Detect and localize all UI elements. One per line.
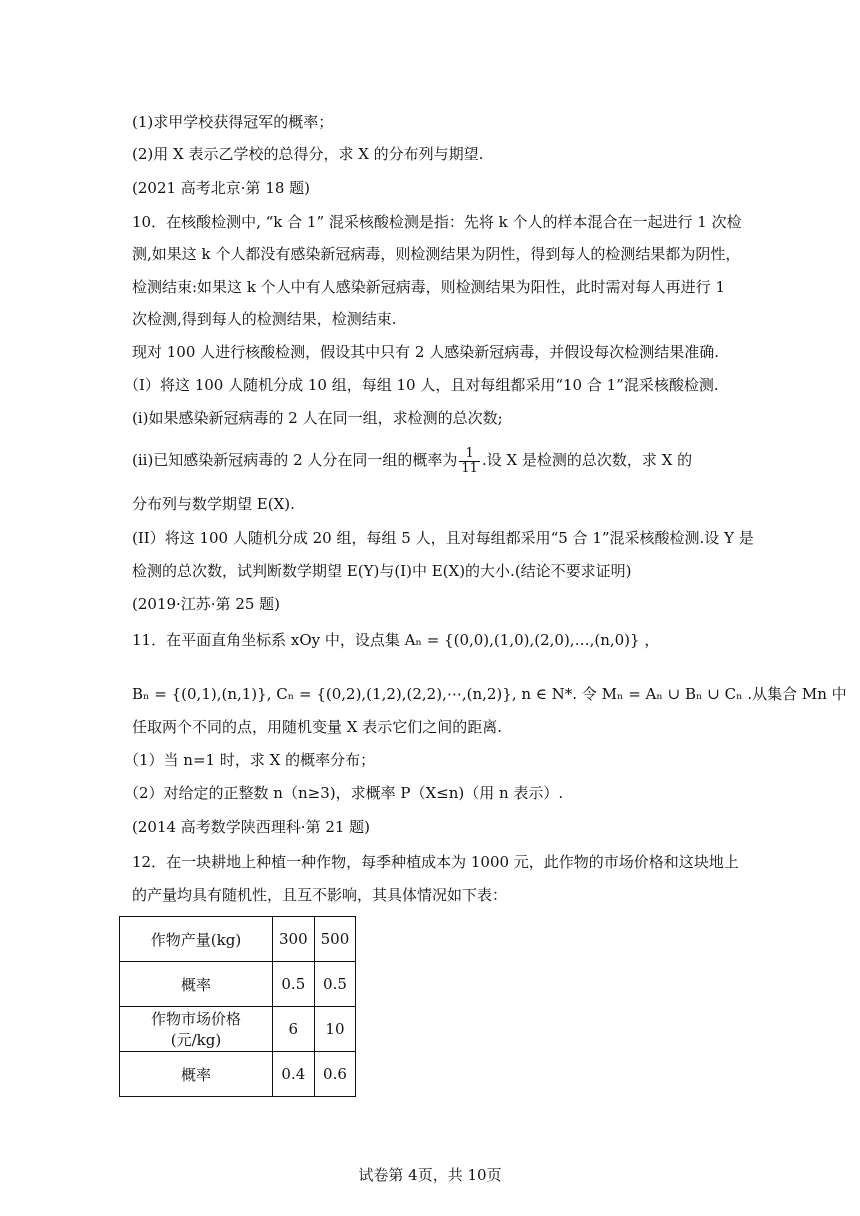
table-cell: 作物市场价格(元/kg)	[120, 1007, 273, 1052]
text-line: (2)用 X 表示乙学校的总得分，求 X 的分布列与期望.	[132, 145, 484, 163]
table-cell: 6	[273, 1007, 315, 1052]
table-cell: 0.5	[314, 962, 356, 1007]
text-line: (II）将这 100 人随机分成 20 组，每组 5 人，且对每组都采用“5 合 1”混采核酸检测.设 Y 是	[132, 529, 754, 547]
fraction-numerator: 1	[459, 447, 480, 462]
table-row	[120, 1007, 356, 1052]
text-line: (1)求甲学校获得冠军的概率；	[132, 113, 334, 131]
text-line: 现对 100 人进行核酸检测，假设其中只有 2 人感染新冠病毒，并假设每次检测结果准确.	[132, 343, 720, 361]
fraction	[459, 447, 480, 476]
table-cell: 概率	[120, 1052, 273, 1097]
text-line: 次检测,得到每人的检测结果，检测结束.	[132, 310, 397, 328]
table-cell: 300	[273, 917, 315, 962]
table-row	[120, 917, 356, 962]
text-line: （1）当 n=1 时，求 X 的概率分布；	[124, 751, 376, 769]
question-10-text: 10．在核酸检测中, “k 合 1” 混采核酸检测是指：先将 k 个人的样本混合在一起进行 1 次检	[132, 213, 742, 231]
table-cell: 0.6	[314, 1052, 356, 1097]
source-note: (2014 高考数学陕西理科·第 21 题)	[132, 818, 371, 836]
question-11-text: 11．在平面直角坐标系 xOy 中，设点集 Aₙ = {(0,0),(1,0),(2,0),…,(n,0)} ，	[132, 631, 660, 649]
text-line: 检测的总次数，试判断数学期望 E(Y)与(I)中 E(X)的大小.(结论不要求证明)	[132, 562, 632, 580]
text-line: 分布列与数学期望 E(X).	[132, 495, 295, 513]
text-line: （I）将这 100 人随机分成 10 组，每组 10 人，且对每组都采用“10 合 1”混采核酸检测.	[124, 376, 719, 394]
text-line: 检测结束:如果这 k 个人中有人感染新冠病毒，则检测结果为阳性，此时需对每人再进行 1	[132, 278, 725, 296]
table-cell: 500	[314, 917, 356, 962]
text-line: Bₙ = {(0,1),(n,1)}, Cₙ = {(0,2),(1,2),(2,2),⋯,(n,2)}, n ∈ N*. 令 Mₙ = Aₙ ∪ Bₙ ∪ Cₙ .从集合 Mn 中	[132, 685, 847, 703]
table-cell: 作物产量(kg)	[120, 917, 273, 962]
page-footer: 试卷第 4页，共 10页	[358, 1166, 502, 1184]
text-segment: (ii)已知感染新冠病毒的 2 人分在同一组的概率为	[132, 451, 458, 469]
table-row	[120, 1052, 356, 1097]
text-line: (i)如果感染新冠病毒的 2 人在同一组，求检测的总次数;	[132, 409, 503, 427]
text-line: （2）对给定的正整数 n（n≥3)，求概率 P（X≤n)（用 n 表示）.	[124, 784, 564, 802]
table-cell: 0.4	[273, 1052, 315, 1097]
source-note: (2021 高考北京·第 18 题)	[132, 179, 311, 197]
question-12-text: 12．在一块耕地上种植一种作物，每季种植成本为 1000 元，此作物的市场价格和这块地上	[132, 853, 739, 871]
text-segment: .设 X 是检测的总次数，求 X 的	[481, 451, 693, 469]
text-line: 任取两个不同的点，用随机变量 X 表示它们之间的距离.	[132, 718, 502, 736]
data-table	[119, 916, 356, 1097]
text-line: 的产量均具有随机性，且互不影响，其具体情况如下表：	[132, 886, 508, 904]
table-cell: 0.5	[273, 962, 315, 1007]
source-note: (2019·江苏·第 25 题)	[132, 595, 281, 613]
table-row	[120, 962, 356, 1007]
fraction-denominator: 11	[461, 460, 478, 476]
table-cell: 10	[314, 1007, 356, 1052]
text-line-with-fraction	[132, 444, 750, 476]
table-cell: 概率	[120, 962, 273, 1007]
text-line: 测,如果这 k 个人都没有感染新冠病毒，则检测结果为阴性，得到每人的检测结果都为阴性，	[132, 245, 741, 263]
